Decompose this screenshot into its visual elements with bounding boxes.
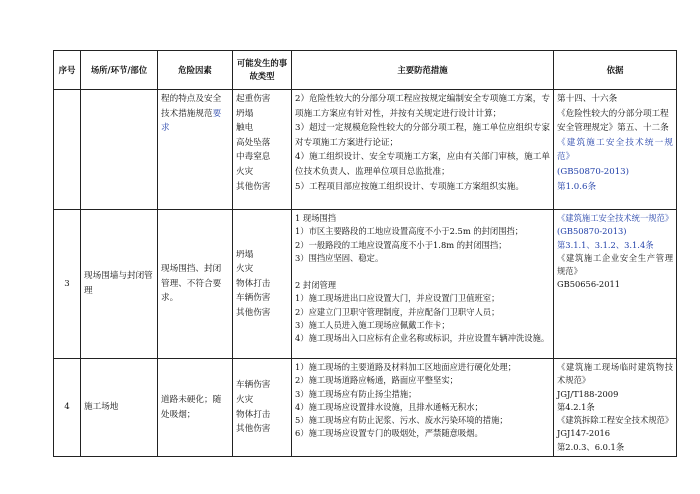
basis-item: 《建筑施工安全技术统一规范》 [557, 137, 673, 163]
cell-measures [292, 359, 554, 457]
accident-item: 火灾 [236, 264, 254, 275]
basis-item: JGJ147-2016 [557, 428, 611, 439]
cell-place: 施工场地 [81, 359, 158, 457]
accident-item: 起重伤害 [236, 94, 271, 104]
measure-item: 2）一般路段的工地应设置高度不小于1.8m 的封闭围挡； [295, 239, 507, 250]
accident-item: 中毒窒息 [236, 152, 271, 163]
measure-item: 1）施工现场的主要道路及材料加工区地面应进行硬化处理； [295, 362, 516, 372]
header-accident: 可能发生的事故类型 [233, 51, 292, 90]
cell-hazard: 现场围挡、封闭管理、不符合要求。 [158, 210, 233, 359]
cell-seq: 4 [54, 359, 81, 457]
cell-accidents [233, 359, 292, 457]
hazard-text: 程的特点及安全技术措施规范要求 [161, 94, 222, 134]
cell-measures [292, 210, 554, 359]
measure-item: 1）施工现场进出口应设置大门，并应设置门卫值班室； [295, 293, 500, 304]
basis-item: 《建筑施工企业安全生产管理规范》 [557, 252, 673, 277]
cell-place [81, 90, 158, 210]
basis-item: 第3.1.1、3.1.2、3.1.4条 [557, 239, 654, 250]
basis-item: 第1.0.6条 [557, 181, 597, 192]
cell-place: 现场围墙与封闭管理 [81, 210, 158, 359]
cell-seq [54, 90, 81, 210]
cell-basis [554, 90, 677, 210]
measure-item: 3）围挡应坚固、稳定。 [295, 252, 384, 263]
cell-basis [554, 359, 677, 457]
safety-measures-table [53, 50, 677, 457]
accident-item: 触电 [236, 123, 254, 134]
measure-item: 4）施工现场应设置排水设施，且排水通畅无积水； [295, 401, 483, 412]
cell-basis [554, 210, 677, 359]
header-measures: 主要防范措施 [292, 51, 554, 90]
table-row [54, 359, 677, 457]
accident-item: 高处坠落 [236, 137, 271, 148]
measure-item: 1）市区主要路段的工地应设置高度不小于2.5m 的封闭围挡； [295, 226, 524, 237]
accident-item: 火灾 [236, 394, 254, 405]
accident-item: 物体打击 [236, 409, 271, 420]
cell-hazard [158, 90, 233, 210]
measure-item: 2）应建立门卫职守管理制度，并应配备门卫职守人员； [295, 306, 500, 317]
measure-item: 5）工程项目部应按施工组织设计、专项施工方案组织实施。 [295, 181, 524, 192]
basis-item: 第2.0.3、6.0.1条 [557, 441, 625, 452]
table-row [54, 90, 677, 210]
measure-item: 2）施工现场道路应畅通，路面应平整坚实； [295, 375, 458, 386]
cell-seq: 3 [54, 210, 81, 359]
basis-item: 《危险性较大的分部分项工程安全管理规定》第五、十二条 [557, 108, 669, 134]
accident-item: 火灾 [236, 166, 254, 177]
accident-item: 物体打击 [236, 278, 271, 289]
accident-item: 其他伤害 [236, 424, 271, 435]
table-header-row [54, 51, 677, 90]
basis-item: 第十四、十六条 [557, 94, 618, 104]
measure-item: 3）施工人员进入施工现场应佩戴工作卡； [295, 320, 450, 331]
basis-item: 《建筑拆除工程安全技术规范》 [557, 415, 674, 426]
basis-item: 第4.2.1条 [557, 401, 595, 412]
measure-item: 2）危险性较大的分部分项工程应按规定编制安全专项施工方案，专项施工方案应有针对性，并按有关规定进行设计计算； [295, 94, 550, 119]
header-place: 场所/环节/部位 [81, 51, 158, 90]
measure-section-title: 1 现场围挡 [295, 213, 337, 223]
header-hazard: 危险因素 [158, 51, 233, 90]
measure-item: 6）施工现场应设置专门的吸烟处，严禁随意吸烟。 [295, 428, 483, 439]
measure-item: 4）施工现场出入口应标有企业名称或标识，并应设置车辆冲洗设施。 [295, 333, 550, 344]
basis-item: (GB50870-2013) [557, 226, 627, 237]
accident-item: 坍塌 [236, 108, 254, 119]
basis-item: 《建筑施工现场临时建筑物技术规范》 [557, 362, 673, 386]
accident-item: 车辆伤害 [236, 293, 271, 304]
header-seq: 序号 [54, 51, 81, 90]
basis-item: GB50656-2011 [557, 279, 621, 290]
accident-item: 其他伤害 [236, 181, 271, 192]
table-row [54, 210, 677, 359]
cell-hazard: 道路未硬化；随处吸烟； [158, 359, 233, 457]
measure-section-title: 2 封闭管理 [295, 280, 337, 291]
basis-item: 《建筑施工安全技术统一规范》 [557, 213, 674, 223]
section-spacer [295, 265, 550, 279]
measure-item: 3）超过一定规模危险性较大的分部分项工程，施工单位应组织专家对专项施工方案进行论证； [295, 123, 550, 148]
measure-item: 4）施工组织设计、安全专项施工方案，应由有关部门审核，施工单位技术负责人、监理单位项目总监批准； [295, 152, 550, 177]
accident-item: 坍塌 [236, 249, 254, 260]
basis-item: (GB50870-2013) [557, 166, 629, 177]
accident-item: 车辆伤害 [236, 380, 271, 391]
accident-item: 其他伤害 [236, 307, 271, 318]
cell-accidents [233, 90, 292, 210]
cell-accidents [233, 210, 292, 359]
measure-item: 3）施工现场应有防止扬尘措施； [295, 388, 417, 399]
basis-item: JGJ/T188-2009 [557, 388, 619, 399]
cell-measures [292, 90, 554, 210]
header-basis: 依据 [554, 51, 677, 90]
measure-item: 5）施工现场应有防止泥浆、污水、废水污染环境的措施； [295, 415, 508, 426]
